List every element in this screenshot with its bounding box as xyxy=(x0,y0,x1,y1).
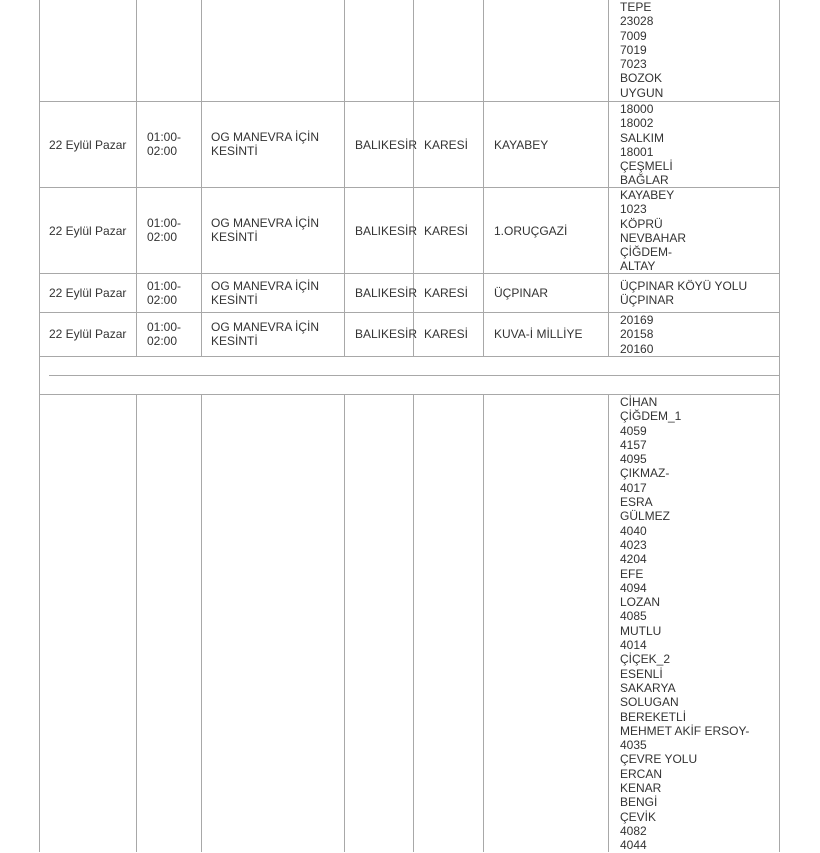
details-list xyxy=(620,0,663,100)
area-cell: ÜÇPINAR xyxy=(494,286,549,300)
column-divider xyxy=(608,394,609,852)
detail-item: BENGİ xyxy=(620,795,658,810)
details-list xyxy=(620,102,673,188)
detail-item: ESENLİ xyxy=(620,666,663,681)
detail-item: 20158 xyxy=(620,327,654,342)
district-cell: KARESİ xyxy=(424,138,469,152)
detail-item: 4082 xyxy=(620,823,647,838)
detail-item: 18001 xyxy=(620,144,654,159)
detail-item: ÇİÇEK_2 xyxy=(620,652,671,667)
detail-item: 23028 xyxy=(620,14,654,29)
time-cell: 01:00- 02:00 xyxy=(147,216,182,245)
detail-item: ÇEŞMELİ xyxy=(620,159,673,174)
area-cell: 1.ORUÇGAZİ xyxy=(494,224,568,238)
date-cell: 22 Eylül Pazar xyxy=(49,286,127,300)
column-divider xyxy=(413,0,414,356)
details-list xyxy=(620,279,747,308)
detail-item: ÇEVRE YOLU xyxy=(620,752,698,767)
detail-item: 20169 xyxy=(620,313,654,327)
detail-item: TEPE xyxy=(620,0,652,14)
detail-item: ERCAN xyxy=(620,766,663,781)
reason-cell: OG MANEVRA İÇİN KESİNTİ xyxy=(211,320,320,349)
column-divider xyxy=(413,394,414,852)
reason-cell: OG MANEVRA İÇİN KESİNTİ xyxy=(211,130,320,159)
detail-item: SALKIM xyxy=(620,130,665,145)
detail-item: SOLUGAN xyxy=(620,695,679,710)
detail-item: 1023 xyxy=(620,202,647,217)
detail-item: 4095 xyxy=(620,452,647,467)
detail-item: 7009 xyxy=(620,28,647,43)
detail-item: 4157 xyxy=(620,437,647,452)
column-divider xyxy=(483,0,484,356)
column-divider xyxy=(608,0,609,356)
reason-cell: OG MANEVRA İÇİN KESİNTİ xyxy=(211,216,320,245)
detail-item: ÇIKMAZ- xyxy=(620,466,670,481)
detail-item: 18000 xyxy=(620,102,654,116)
column-divider xyxy=(201,394,202,852)
column-divider xyxy=(136,0,137,356)
area-cell: KAYABEY xyxy=(494,138,549,152)
column-divider xyxy=(483,394,484,852)
time-cell: 01:00- 02:00 xyxy=(147,279,182,308)
city-cell: BALIKESİR xyxy=(355,286,418,300)
column-divider xyxy=(344,0,345,356)
row-divider xyxy=(39,356,780,357)
detail-item: 4023 xyxy=(620,537,647,552)
city-cell: BALIKESİR xyxy=(355,327,418,341)
details-list xyxy=(620,395,749,853)
detail-item: 4040 xyxy=(620,523,647,538)
detail-item: ÇİĞDEM_1 xyxy=(620,409,682,424)
row-divider xyxy=(39,312,780,313)
detail-item: NEVBAHAR xyxy=(620,230,687,245)
detail-item: KAYABEY xyxy=(620,188,675,202)
column-divider xyxy=(779,0,780,356)
column-divider xyxy=(136,394,137,852)
detail-item: 7023 xyxy=(620,57,647,72)
detail-item: 4017 xyxy=(620,480,647,495)
district-cell: KARESİ xyxy=(424,327,469,341)
detail-item: ÜÇPINAR KÖYÜ YOLU xyxy=(620,279,748,293)
column-divider xyxy=(201,0,202,356)
detail-item: KÖPRÜ xyxy=(620,216,663,231)
detail-item: 18002 xyxy=(620,116,654,131)
detail-item: KENAR xyxy=(620,781,662,796)
date-cell: 22 Eylül Pazar xyxy=(49,138,127,152)
detail-item: 4059 xyxy=(620,423,647,438)
district-cell: KARESİ xyxy=(424,224,469,238)
date-cell: 22 Eylül Pazar xyxy=(49,224,127,238)
details-list xyxy=(620,188,686,274)
detail-item: SAKARYA xyxy=(620,680,676,695)
detail-item: LOZAN xyxy=(620,595,661,610)
detail-item: ÇİĞDEM- xyxy=(620,245,672,260)
column-divider xyxy=(39,0,40,356)
city-cell: BALIKESİR xyxy=(355,224,418,238)
column-divider xyxy=(779,394,780,852)
time-cell: 01:00- 02:00 xyxy=(147,130,182,159)
detail-item: MEHMET AKİF ERSOY- xyxy=(620,723,750,738)
detail-item: UYGUN xyxy=(620,85,664,100)
detail-item: BOZOK xyxy=(620,71,663,86)
detail-item: MUTLU xyxy=(620,623,662,638)
detail-item: 7019 xyxy=(620,42,647,57)
detail-item: 20160 xyxy=(620,341,654,356)
detail-item: 4035 xyxy=(620,738,647,753)
detail-item: EFE xyxy=(620,566,644,581)
detail-item: BEREKETLİ xyxy=(620,709,687,724)
detail-item: 4094 xyxy=(620,580,647,595)
detail-item: ÇEVİK xyxy=(620,809,657,824)
detail-item: ESRA xyxy=(620,495,653,510)
column-divider xyxy=(344,394,345,852)
detail-item: CİHAN xyxy=(620,395,658,409)
district-cell: KARESİ xyxy=(424,286,469,300)
time-cell: 01:00- 02:00 xyxy=(147,320,182,349)
reason-cell: OG MANEVRA İÇİN KESİNTİ xyxy=(211,279,320,308)
area-cell: KUVA-İ MİLLİYE xyxy=(494,327,583,341)
detail-item: 4204 xyxy=(620,552,647,567)
detail-item: ÜÇPINAR xyxy=(620,293,675,308)
date-cell: 22 Eylül Pazar xyxy=(49,327,127,341)
column-divider xyxy=(39,394,40,852)
detail-item: ALTAY xyxy=(620,259,656,274)
detail-item: BAĞLAR xyxy=(620,173,669,188)
city-cell: BALIKESİR xyxy=(355,138,418,152)
separator-line xyxy=(49,375,780,376)
detail-item: 4085 xyxy=(620,609,647,624)
details-list xyxy=(620,313,653,356)
detail-item: 4014 xyxy=(620,638,647,653)
detail-item: 4044 xyxy=(620,838,647,853)
separator-border xyxy=(39,356,40,394)
detail-item: GÜLMEZ xyxy=(620,509,671,524)
